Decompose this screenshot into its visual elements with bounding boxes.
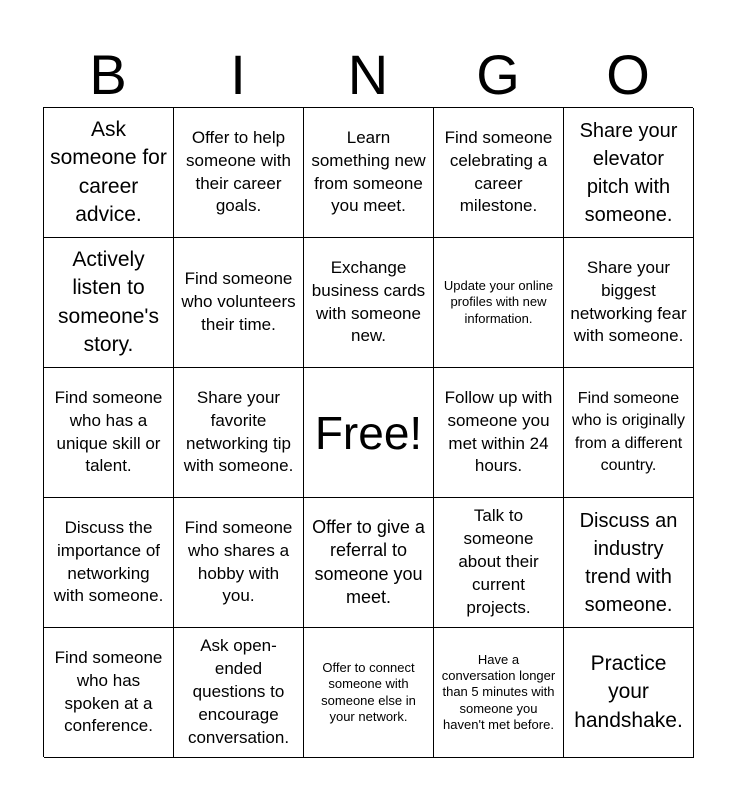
bingo-cell[interactable]: Have a conversation longer than 5 minutes with someone you haven't met before.	[434, 628, 564, 758]
free-space-cell[interactable]: Free!	[304, 368, 434, 498]
bingo-cell[interactable]: Find someone who has spoken at a conference.	[44, 628, 174, 758]
bingo-cell[interactable]: Practice your handshake.	[564, 628, 694, 758]
bingo-cell[interactable]: Talk to someone about their current projects.	[434, 498, 564, 628]
bingo-cell[interactable]: Ask someone for career advice.	[44, 108, 174, 238]
bingo-cell[interactable]: Exchange business cards with someone new.	[304, 238, 434, 368]
bingo-cell[interactable]: Find someone who shares a hobby with you.	[174, 498, 304, 628]
bingo-cell[interactable]: Follow up with someone you met within 24 hours.	[434, 368, 564, 498]
bingo-cell[interactable]: Find someone who volunteers their time.	[174, 238, 304, 368]
bingo-cell[interactable]: Offer to help someone with their career goals.	[174, 108, 304, 238]
bingo-cell[interactable]: Share your favorite networking tip with someone.	[174, 368, 304, 498]
bingo-cell[interactable]: Actively listen to someone's story.	[44, 238, 174, 368]
bingo-cell[interactable]: Find someone who is originally from a different country.	[564, 368, 694, 498]
bingo-cell[interactable]: Share your biggest networking fear with someone.	[564, 238, 694, 368]
bingo-cell[interactable]: Discuss an industry trend with someone.	[564, 498, 694, 628]
bingo-cell[interactable]: Find someone celebrating a career milestone.	[434, 108, 564, 238]
header-letter-g: G	[476, 43, 520, 106]
bingo-header	[43, 42, 693, 108]
bingo-cell[interactable]: Learn something new from someone you meet.	[304, 108, 434, 238]
header-letter-o: O	[606, 43, 650, 106]
bingo-cell[interactable]: Offer to connect someone with someone else in your network.	[304, 628, 434, 758]
bingo-cell[interactable]: Update your online profiles with new information.	[434, 238, 564, 368]
bingo-cell[interactable]: Offer to give a referral to someone you meet.	[304, 498, 434, 628]
bingo-board	[43, 107, 693, 757]
header-letter-i: I	[230, 43, 246, 106]
bingo-cell[interactable]: Discuss the importance of networking with someone.	[44, 498, 174, 628]
header-letter-b: B	[89, 43, 127, 106]
bingo-cell[interactable]: Share your elevator pitch with someone.	[564, 108, 694, 238]
bingo-cell[interactable]: Ask open-ended questions to encourage conversation.	[174, 628, 304, 758]
header-letter-n: N	[347, 43, 389, 106]
bingo-cell[interactable]: Find someone who has a unique skill or talent.	[44, 368, 174, 498]
